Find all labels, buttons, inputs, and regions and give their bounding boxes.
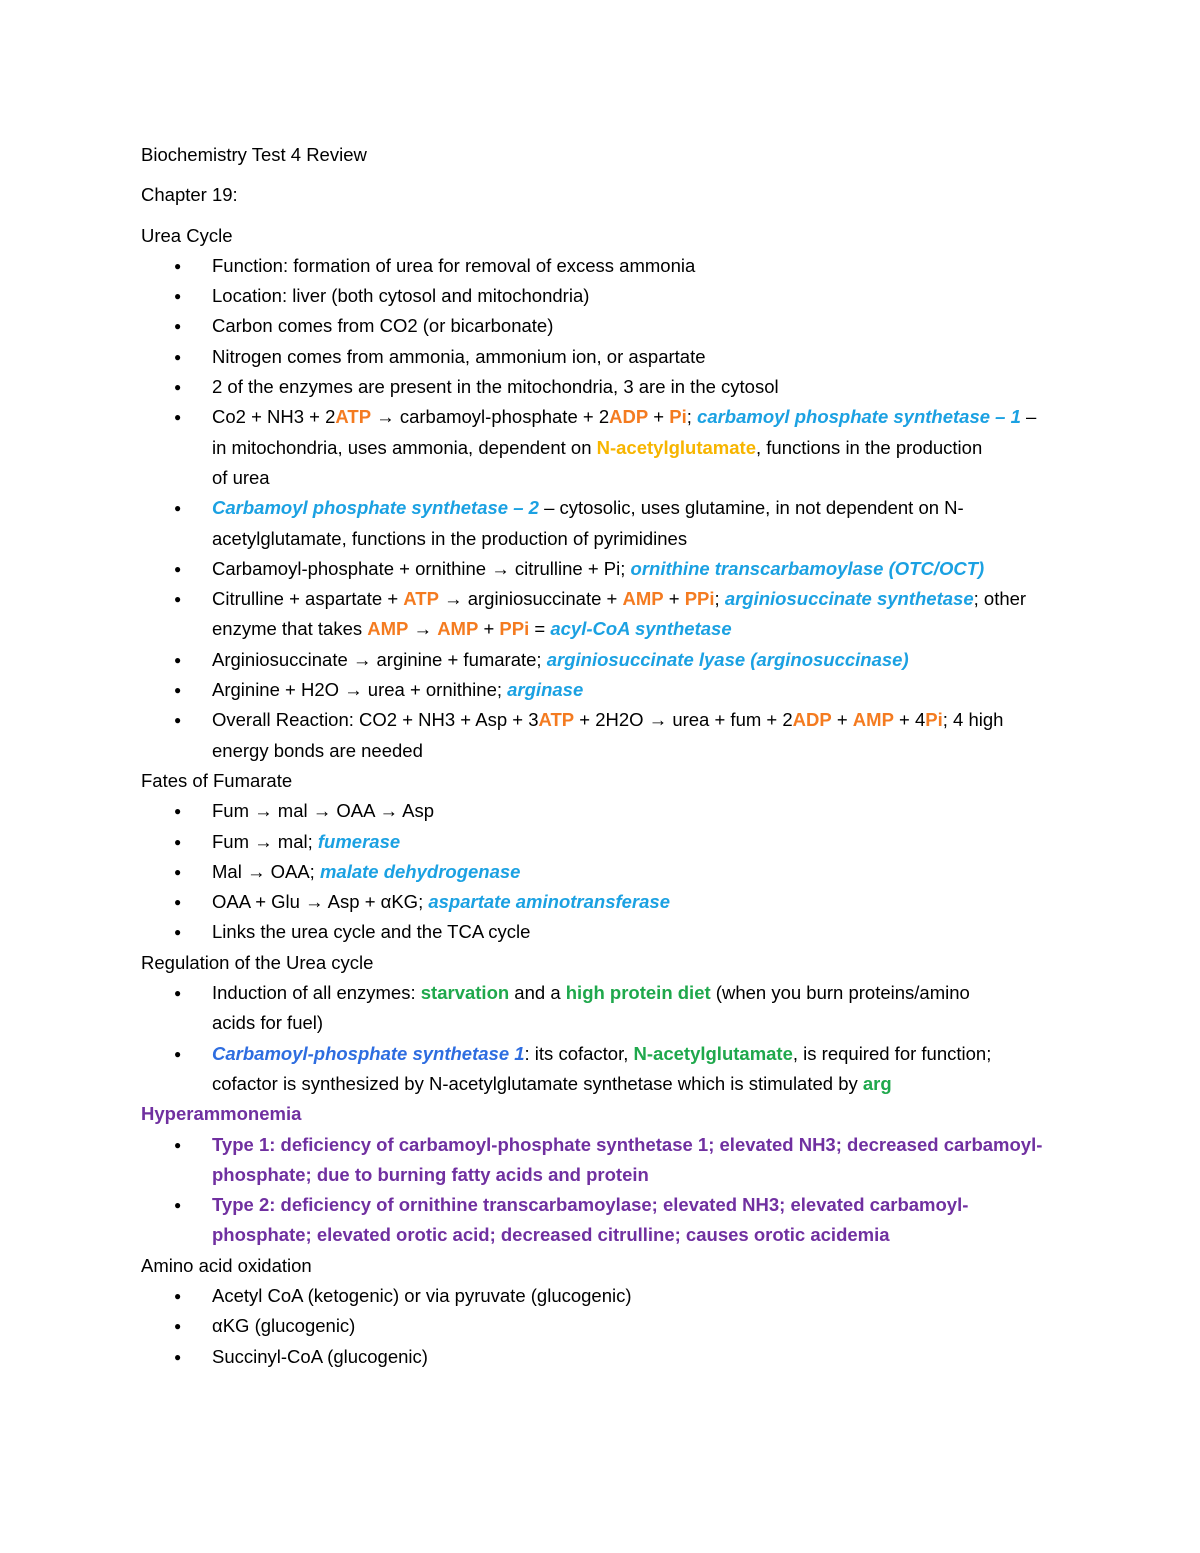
list-item xyxy=(141,342,1071,372)
energy-term: ADP xyxy=(792,709,832,731)
item-line xyxy=(212,1190,1071,1220)
list-item xyxy=(141,978,1071,1039)
list-item xyxy=(141,402,1071,493)
list-item xyxy=(141,796,1071,826)
section-heading: Urea Cycle xyxy=(141,224,233,246)
text-segment: ; xyxy=(686,406,698,428)
text-segment: → xyxy=(408,618,438,640)
list-item xyxy=(141,887,1071,917)
text-segment: acids for fuel) xyxy=(212,1012,324,1034)
text-segment: energy bonds are needed xyxy=(212,739,423,761)
text-segment: ; xyxy=(714,588,725,610)
list-item xyxy=(141,311,1071,341)
list-item xyxy=(141,1311,1071,1341)
item-line xyxy=(212,1039,1071,1069)
document-title: Biochemistry Test 4 Review xyxy=(141,144,367,165)
regulation-term: starvation xyxy=(420,982,510,1004)
bullet-list xyxy=(141,796,1071,947)
item-line xyxy=(212,372,1071,402)
enzyme-name: ornithine transcarbamoylase (OTC/OCT) xyxy=(630,557,985,579)
energy-term: AMP xyxy=(437,618,479,640)
text-segment: of urea xyxy=(212,466,270,488)
sections-container xyxy=(141,221,1071,1372)
text-segment: = xyxy=(529,618,551,640)
enzyme-name: arginase xyxy=(507,679,584,701)
list-item xyxy=(141,251,1071,281)
energy-term: Pi xyxy=(925,709,943,731)
list-item xyxy=(141,1342,1071,1372)
list-item xyxy=(141,554,1071,584)
list-item xyxy=(141,493,1071,554)
item-line xyxy=(212,887,1071,917)
disease-text: Type 1: deficiency of carbamoyl-phosphate synthetase 1; elevated NH3; decreased carbamoyl- xyxy=(212,1133,1043,1155)
text-segment: enzyme that takes xyxy=(212,618,368,640)
text-segment: + xyxy=(663,588,685,610)
text-segment: Location: liver (both cytosol and mitochondria) xyxy=(212,285,590,307)
item-line xyxy=(212,857,1071,887)
enzyme-name: Carbamoyl-phosphate synthetase 1 xyxy=(212,1042,525,1064)
item-line xyxy=(212,917,1071,947)
list-item xyxy=(141,917,1071,947)
item-line xyxy=(212,311,1071,341)
text-segment: : its cofactor, xyxy=(524,1042,634,1064)
list-item xyxy=(141,857,1071,887)
energy-term: ATP xyxy=(335,406,372,428)
text-segment: Arginiosuccinate → arginine + fumarate; xyxy=(212,648,547,670)
item-line xyxy=(212,281,1071,311)
list-item xyxy=(141,1039,1071,1100)
item-line xyxy=(212,463,1071,493)
section-heading: Regulation of the Urea cycle xyxy=(141,951,374,973)
item-line xyxy=(212,736,1071,766)
text-segment: + 4 xyxy=(893,709,926,731)
text-segment: Overall Reaction: CO2 + NH3 + Asp + 3 xyxy=(212,709,539,731)
disease-text: phosphate; due to burning fatty acids and protein xyxy=(212,1163,649,1185)
list-item xyxy=(141,705,1071,766)
item-line xyxy=(212,402,1071,432)
disease-text: Type 2: deficiency of ornithine transcarbamoylase; elevated NH3; elevated carbamoyl- xyxy=(212,1194,969,1216)
item-line xyxy=(212,433,1071,463)
item-line xyxy=(212,524,1071,554)
regulation-term: arg xyxy=(862,1072,892,1094)
list-item xyxy=(141,827,1071,857)
item-line xyxy=(212,827,1071,857)
text-segment: – xyxy=(1020,406,1037,428)
disease-text: phosphate; elevated orotic acid; decreased citrulline; causes orotic acidemia xyxy=(212,1224,890,1246)
enzyme-name: Carbamoyl phosphate synthetase – 2 xyxy=(212,497,539,519)
text-segment: Carbon comes from CO2 (or bicarbonate) xyxy=(212,315,554,337)
bullet-list xyxy=(141,978,1071,1099)
item-line xyxy=(212,978,1071,1008)
item-line xyxy=(212,1342,1071,1372)
list-item xyxy=(141,1281,1071,1311)
text-segment: Links the urea cycle and the TCA cycle xyxy=(212,921,531,943)
list-item xyxy=(141,675,1071,705)
text-segment: Citrulline + aspartate + xyxy=(212,588,404,610)
enzyme-name: fumerase xyxy=(317,830,401,852)
text-segment: , functions in the production xyxy=(755,436,983,458)
item-line xyxy=(212,1069,1071,1099)
item-line xyxy=(212,1281,1071,1311)
enzyme-name: acyl-CoA synthetase xyxy=(550,618,732,640)
item-line xyxy=(212,614,1071,644)
text-segment: Acetyl CoA (ketogenic) or via pyruvate (glucogenic) xyxy=(212,1284,632,1306)
text-segment: 2 of the enzymes are present in the mitochondria, 3 are in the cytosol xyxy=(212,376,779,398)
text-segment: cofactor is synthesized by N-acetylglutamate synthetase which is stimulated by xyxy=(212,1072,863,1094)
item-line xyxy=(212,796,1071,826)
enzyme-name: aspartate aminotransferase xyxy=(428,891,670,913)
text-segment: , is required for function; xyxy=(792,1042,992,1064)
item-line xyxy=(212,342,1071,372)
item-line xyxy=(212,493,1071,523)
text-segment: Function: formation of urea for removal of excess ammonia xyxy=(212,254,696,276)
item-line xyxy=(212,584,1071,614)
item-line xyxy=(212,554,1071,584)
energy-term: PPi xyxy=(684,588,715,610)
list-item xyxy=(141,584,1071,645)
text-segment: Co2 + NH3 + 2 xyxy=(212,406,336,428)
item-line xyxy=(212,1311,1071,1341)
text-segment: acetylglutamate, functions in the production of pyrimidines xyxy=(212,527,688,549)
bullet-list xyxy=(141,1130,1071,1251)
text-segment: Fum → mal; xyxy=(212,830,318,852)
list-item xyxy=(141,372,1071,402)
text-segment: Succinyl-CoA (glucogenic) xyxy=(212,1345,428,1367)
text-segment: (when you burn proteins/amino xyxy=(710,982,970,1004)
energy-term: Pi xyxy=(669,406,687,428)
enzyme-name: malate dehydrogenase xyxy=(319,860,521,882)
text-segment: αKG (glucogenic) xyxy=(212,1315,356,1337)
item-line xyxy=(212,675,1071,705)
item-line xyxy=(212,705,1071,735)
document-content xyxy=(141,140,1071,1372)
text-segment: Arginine + H2O → urea + ornithine; xyxy=(212,679,508,701)
energy-term: AMP xyxy=(622,588,664,610)
text-segment: Carbamoyl-phosphate + ornithine → citrulline + Pi; xyxy=(212,557,631,579)
text-segment: ; 4 high xyxy=(942,709,1004,731)
enzyme-name: arginiosuccinate lyase (arginosuccinase) xyxy=(546,648,909,670)
regulation-term: high protein diet xyxy=(565,982,711,1004)
energy-term: AMP xyxy=(367,618,409,640)
list-item xyxy=(141,645,1071,675)
section-heading: Hyperammonemia xyxy=(141,1103,302,1125)
cofactor-term: N-acetylglutamate xyxy=(596,436,756,458)
text-segment: → arginiosuccinate + xyxy=(438,588,623,610)
item-line xyxy=(212,251,1071,281)
text-segment: and a xyxy=(509,982,566,1004)
item-line xyxy=(212,1008,1071,1038)
energy-term: ATP xyxy=(403,588,439,610)
item-line xyxy=(212,645,1071,675)
bullet-list xyxy=(141,1281,1071,1372)
section-heading: Fates of Fumarate xyxy=(141,769,293,791)
enzyme-name: carbamoyl phosphate synthetase – 1 xyxy=(697,406,1021,428)
list-item xyxy=(141,1190,1071,1251)
bullet-list xyxy=(141,251,1071,766)
text-segment: Nitrogen comes from ammonia, ammonium ion, or aspartate xyxy=(212,345,706,367)
text-segment: – cytosolic, uses glutamine, in not dependent on N- xyxy=(538,497,964,519)
energy-term: ATP xyxy=(538,709,575,731)
list-item xyxy=(141,281,1071,311)
text-segment: Fum → mal → OAA → Asp xyxy=(212,800,435,822)
text-segment: → carbamoyl-phosphate + 2 xyxy=(371,406,610,428)
section-heading: Amino acid oxidation xyxy=(141,1254,312,1276)
text-segment: in mitochondria, uses ammonia, dependent on xyxy=(212,436,597,458)
energy-term: PPi xyxy=(499,618,530,640)
text-segment: OAA + Glu → Asp + αKG; xyxy=(212,891,429,913)
item-line xyxy=(212,1160,1071,1190)
text-segment: ; other xyxy=(973,588,1027,610)
energy-term: ADP xyxy=(609,406,649,428)
text-segment: + xyxy=(648,406,670,428)
text-segment: + xyxy=(478,618,500,640)
regulation-term: N-acetylglutamate xyxy=(633,1042,793,1064)
item-line xyxy=(212,1220,1071,1250)
text-segment: Mal → OAA; xyxy=(212,860,320,882)
energy-term: AMP xyxy=(852,709,894,731)
text-segment: + 2H2O → urea + fum + 2 xyxy=(574,709,793,731)
list-item xyxy=(141,1130,1071,1191)
chapter-heading: Chapter 19: xyxy=(141,184,238,206)
text-segment: + xyxy=(831,709,853,731)
text-segment: Induction of all enzymes: xyxy=(212,982,421,1004)
enzyme-name: arginiosuccinate synthetase xyxy=(724,588,974,610)
item-line xyxy=(212,1130,1071,1160)
